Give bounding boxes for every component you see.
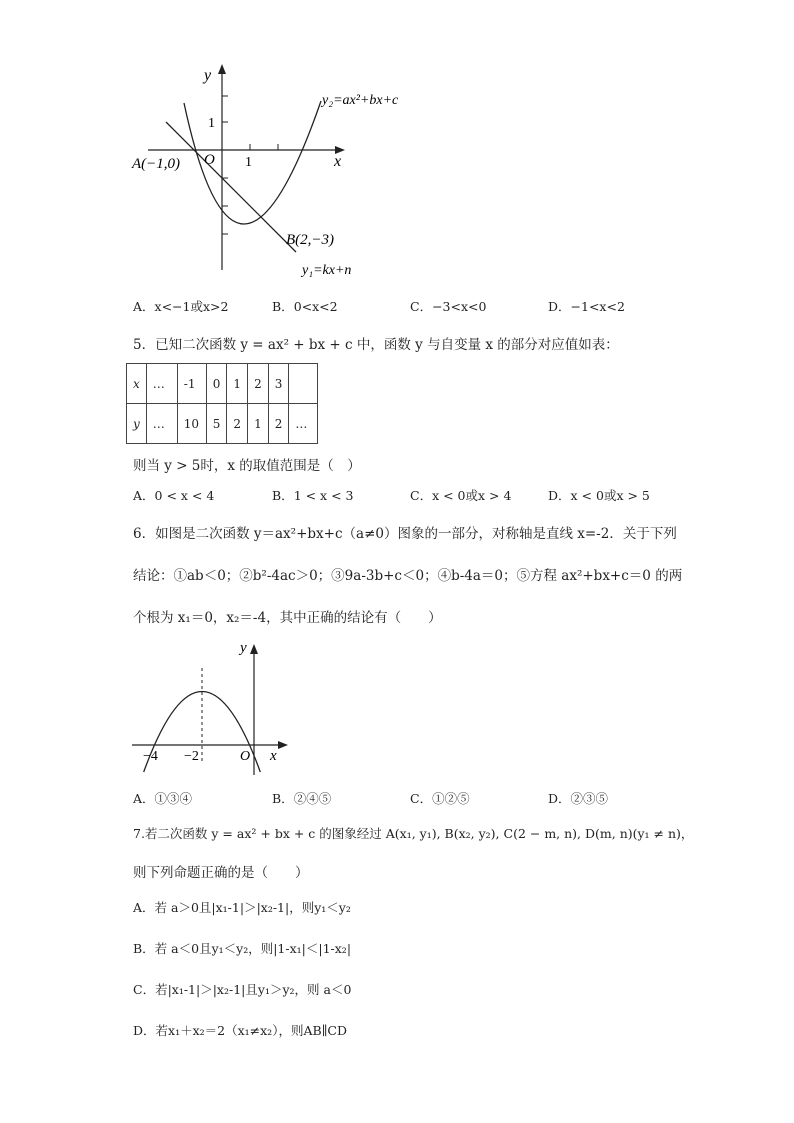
fig2-tick-neg2: −2 — [184, 749, 199, 764]
table-row — [127, 364, 318, 404]
y-axis-arrow-icon — [250, 644, 258, 654]
q5-stem: 5．已知二次函数 y = ax² + bx + c 中，函数 y 与自变量 x 的部分对应值如表： — [133, 337, 619, 353]
table-cell: 1 — [227, 364, 248, 404]
figure-parabola-line — [120, 58, 440, 288]
q5-option-a[interactable]: A．0 < x < 4 — [133, 488, 215, 503]
q5-option-b[interactable]: B．1 < x < 3 — [272, 488, 354, 503]
table-cell: … — [146, 404, 177, 444]
q4-option-b[interactable]: B．0<x<2 — [272, 299, 338, 314]
table-cell: 2 — [227, 404, 248, 444]
table-cell: 2 — [268, 404, 289, 444]
q7-option-c[interactable]: C．若|x₁-1|＞|x₂-1|且y₁＞y₂，则 a＜0 — [133, 982, 352, 997]
table-cell: -1 — [177, 364, 206, 404]
q7-option-a[interactable]: A．若 a＞0且|x₁-1|＞|x₂-1|，则y₁＜y₂ — [133, 900, 351, 915]
q6-line-2: 结论：①ab＜0；②b²-4ac＞0；③9a-3b+c＜0；④b-4a＝0；⑤方程 ax²+bx+c＝0 的两 — [133, 568, 683, 584]
line-y1 — [166, 122, 296, 252]
fig1-tick-1x: 1 — [245, 155, 252, 170]
q6-option-b[interactable]: B．②④⑤ — [272, 791, 332, 806]
fig2-origin: O — [240, 749, 251, 764]
fig1-y-label: y — [204, 67, 212, 84]
q7-option-d[interactable]: D．若x₁＋x₂＝2（x₁≠x₂），则AB∥CD — [133, 1023, 348, 1038]
q7-option-b[interactable]: B．若 a＜0且y₁＜y₂，则|1-x₁|＜|1-x₂| — [133, 941, 352, 956]
q4-option-d[interactable]: D．−1<x<2 — [548, 299, 625, 314]
fig1-curve-label: y₂=ax²+bx+c — [322, 93, 399, 108]
table-cell: … — [146, 364, 177, 404]
fig1-line-label: y₁=kx+n — [302, 263, 352, 278]
q6-option-d[interactable]: D．②③⑤ — [548, 791, 609, 806]
fig1-origin: O — [204, 152, 215, 168]
y-axis-arrow-icon — [218, 64, 226, 74]
table-cell: 10 — [177, 404, 206, 444]
q4-option-c[interactable]: C．−3<x<0 — [410, 299, 487, 314]
q7-line-2: 则下列命题正确的是（ ） — [133, 865, 309, 881]
q5-option-c[interactable]: C．x < 0或x > 4 — [410, 488, 512, 503]
q4-option-a[interactable]: A．x<−1或x>2 — [133, 299, 229, 314]
q6-line-1: 6．如图是二次函数 y＝ax²+bx+c（a≠0）图象的一部分，对称轴是直线 x=-2．关于下列 — [133, 526, 677, 542]
table-cell: … — [289, 404, 318, 444]
q5-value-table — [126, 363, 318, 444]
q5-option-d[interactable]: D．x < 0或x > 5 — [548, 488, 650, 503]
q6-line-3: 个根为 x₁＝0，x₂＝-4，其中正确的结论有（ ） — [133, 610, 442, 626]
table-cell: x — [127, 364, 147, 404]
fig2-tick-neg4: −4 — [143, 749, 158, 764]
table-cell: 5 — [206, 404, 227, 444]
fig2-y-label: y — [240, 640, 247, 656]
table-cell: 2 — [248, 364, 269, 404]
table-cell: 1 — [248, 404, 269, 444]
table-cell: 3 — [268, 364, 289, 404]
figure-parabola-2 — [125, 635, 295, 775]
q6-option-a[interactable]: A．①③④ — [133, 791, 193, 806]
table-cell: y — [127, 404, 147, 444]
fig1-point-b: B(2,−3) — [286, 232, 335, 248]
fig1-tick-1y: 1 — [208, 116, 215, 131]
fig2-x-label: x — [270, 748, 277, 764]
q7-line-1: 7.若二次函数 y = ax² + bx + c 的图象经过 A(x₁, y₁), B(x₂, y₂), C(2 − m, n), D(m, n)(y₁ ≠ n)， — [133, 826, 694, 841]
q6-option-c[interactable]: C．①②⑤ — [410, 791, 470, 806]
table-cell — [289, 364, 318, 404]
q5-ask: 则当 y > 5时，x 的取值范围是（ ） — [133, 458, 361, 474]
fig1-x-label: x — [334, 153, 342, 170]
fig1-point-a: A(−1,0) — [132, 156, 181, 172]
x-axis-arrow-icon — [278, 741, 288, 749]
table-cell: 0 — [206, 364, 227, 404]
table-row — [127, 404, 318, 444]
